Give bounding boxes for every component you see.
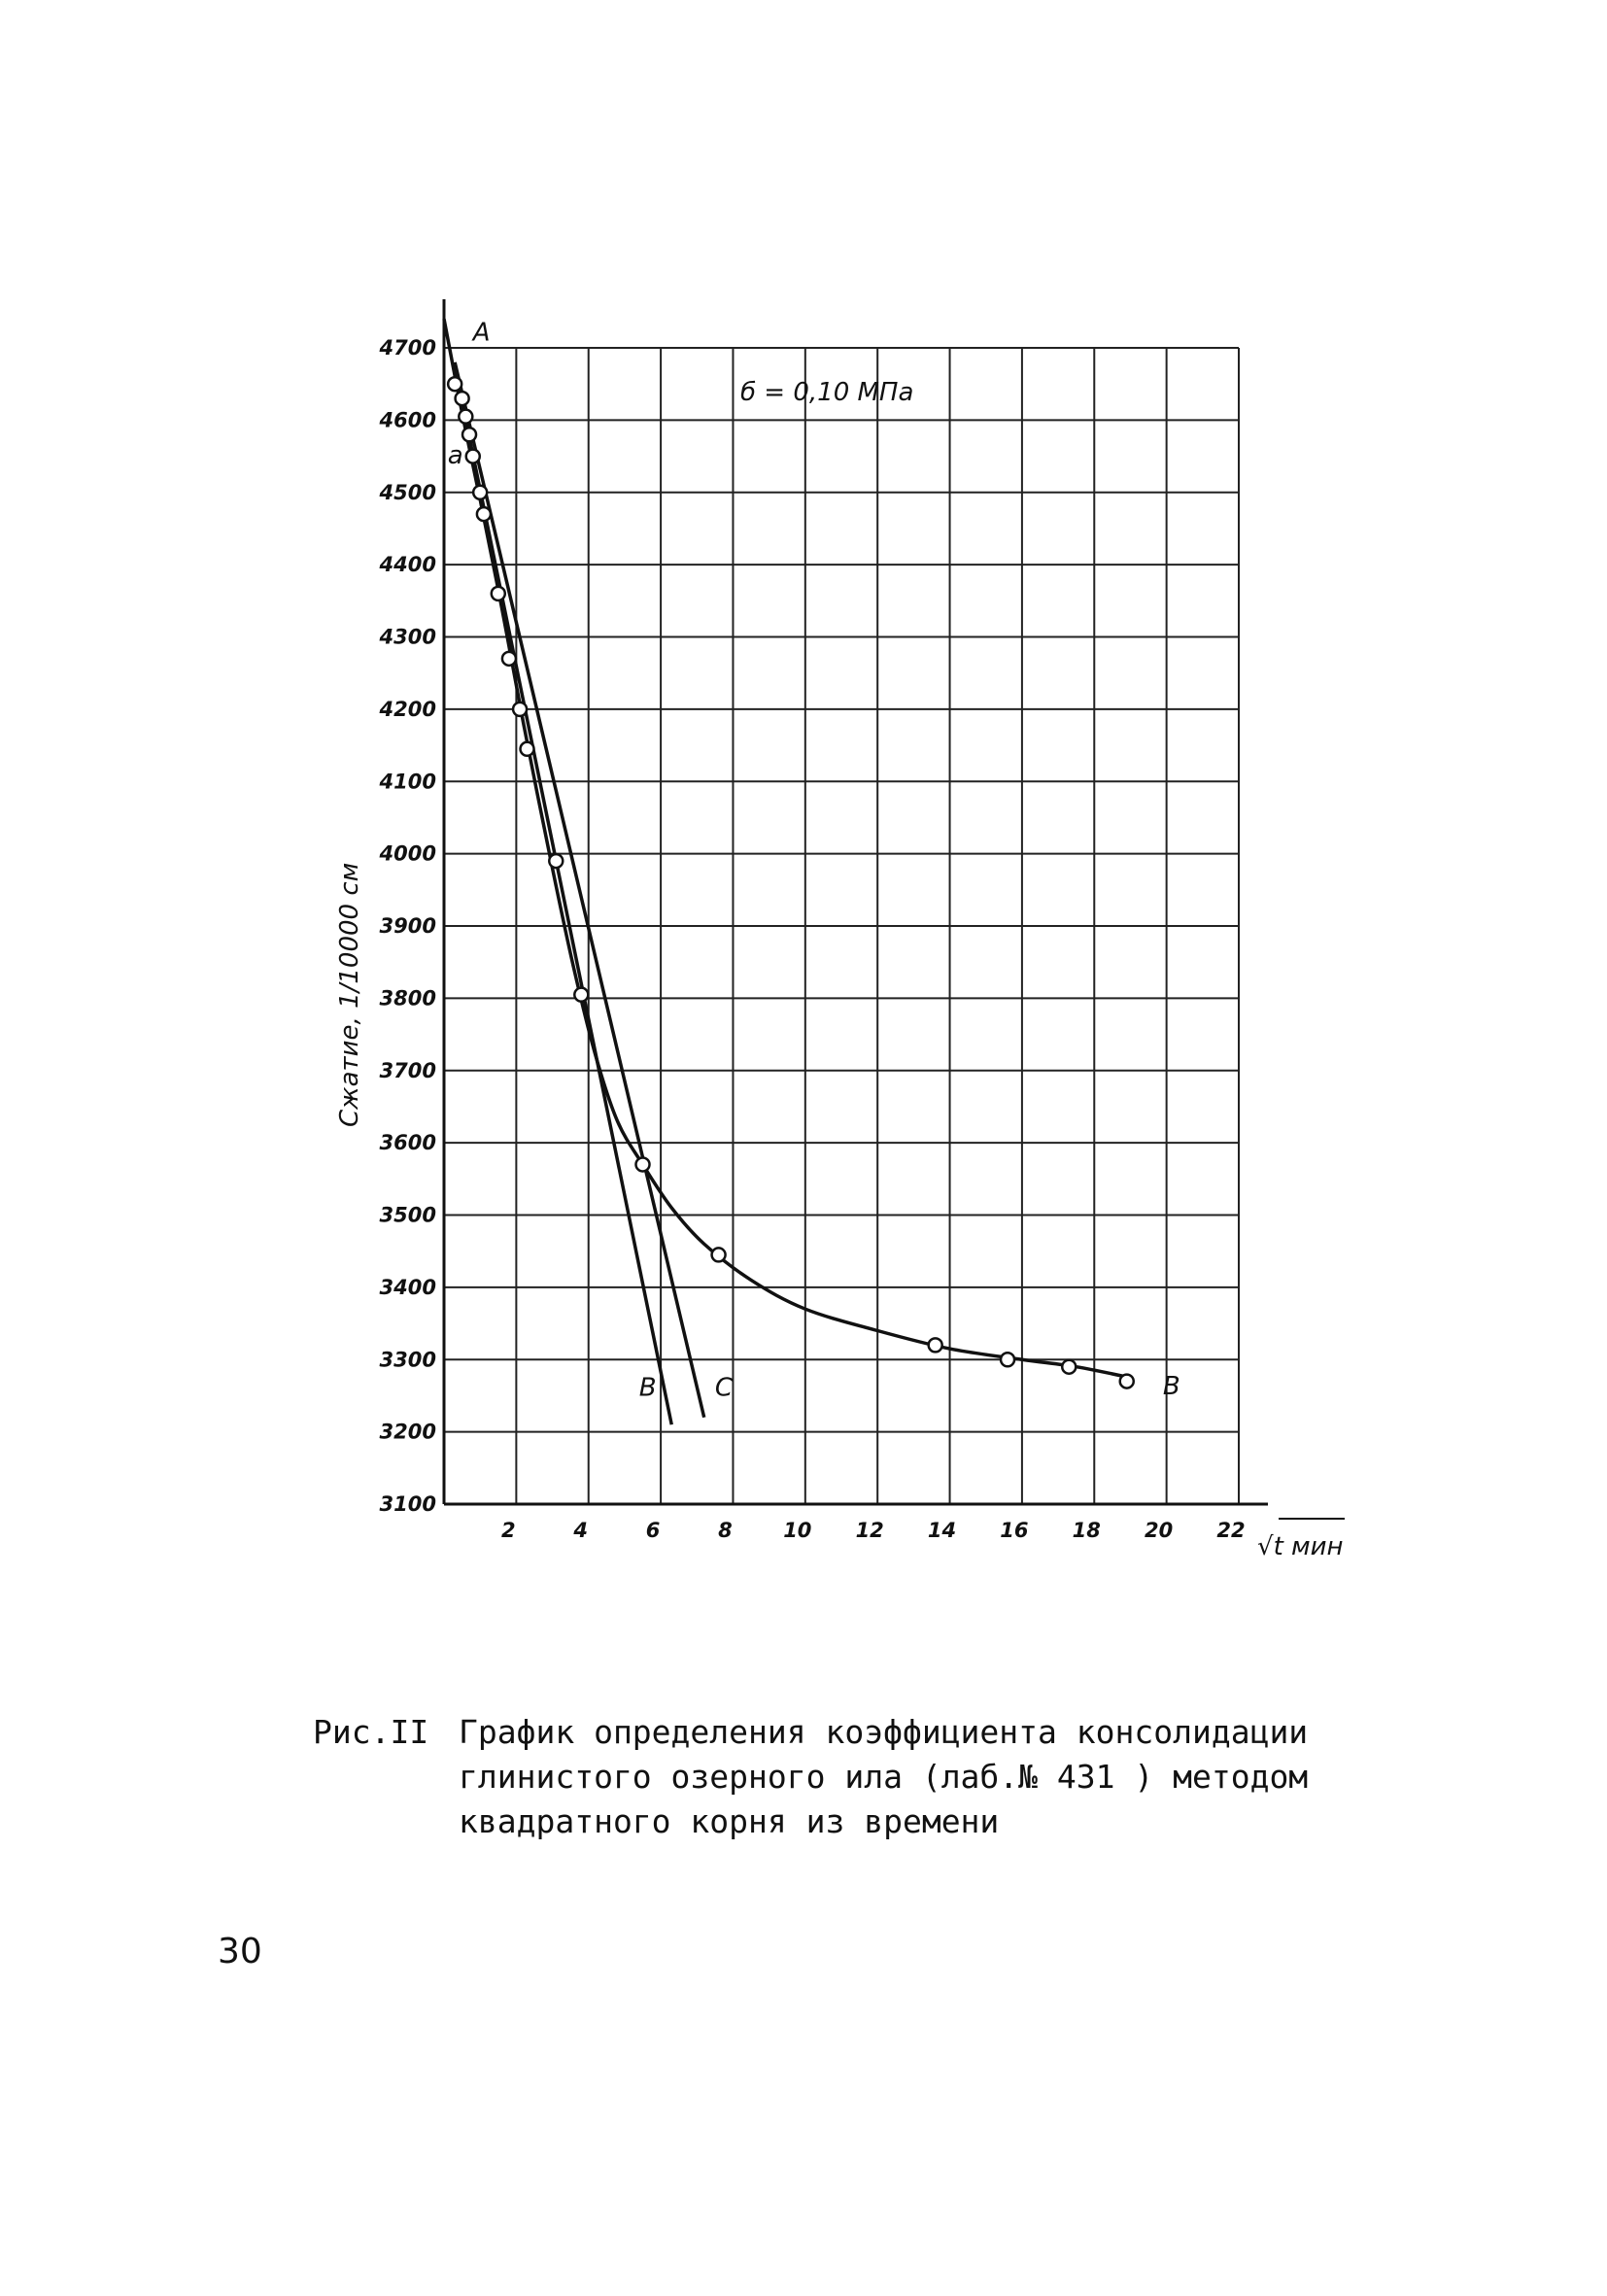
annotation-label: C: [714, 1373, 734, 1403]
x-axis-label-group: [1257, 1519, 1345, 1561]
series-line-b: [459, 384, 671, 1424]
y-tick-label: 4500: [379, 480, 436, 504]
series-line-curve: [444, 319, 1130, 1378]
x-tick-label: 16: [1000, 1519, 1029, 1542]
caption-line: глинистого озерного ила (лаб.№ 431 ) методом: [459, 1758, 1309, 1796]
data-point: [712, 1248, 726, 1261]
y-tick-label: 4200: [379, 697, 436, 721]
annotation-label: A: [472, 318, 491, 348]
x-tick-label: 12: [855, 1519, 884, 1542]
annotation-label: a: [447, 441, 463, 470]
page-number: 30: [218, 1932, 262, 1971]
x-tick-label: 8: [718, 1519, 733, 1542]
x-tick-label: 10: [783, 1519, 812, 1542]
y-tick-label: 3500: [379, 1203, 436, 1227]
y-tick-label: 4400: [379, 553, 436, 577]
y-tick-label: 4000: [379, 841, 436, 866]
data-point: [521, 742, 534, 756]
data-point: [502, 652, 516, 666]
data-points: [448, 377, 1134, 1388]
y-tick-label: 3600: [379, 1131, 436, 1155]
annotation-label: B: [1162, 1371, 1180, 1401]
x-tick-label: 22: [1216, 1519, 1246, 1542]
x-tick-label: 2: [501, 1519, 516, 1542]
data-point: [1120, 1375, 1134, 1388]
y-tick-label: 3700: [379, 1058, 436, 1082]
series-line-c: [455, 362, 704, 1418]
x-tick-labels: [501, 1519, 1246, 1542]
y-tick-label: 4600: [379, 408, 436, 432]
y-tick-label: 3200: [379, 1420, 436, 1444]
annotation-label: B: [638, 1373, 657, 1403]
x-tick-label: 6: [645, 1519, 661, 1542]
x-axis-label: √t мин: [1257, 1532, 1344, 1561]
data-point: [549, 854, 563, 868]
x-tick-label: 20: [1145, 1519, 1174, 1542]
y-tick-label: 4700: [379, 336, 436, 360]
caption-line: квадратного корня из времени: [459, 1802, 1000, 1840]
data-point: [448, 377, 462, 391]
data-point: [462, 428, 476, 441]
y-tick-label: 3900: [379, 914, 436, 938]
y-tick-label: 3800: [379, 986, 436, 1011]
figure-label: Рис.II: [313, 1713, 429, 1751]
data-point: [466, 450, 480, 463]
data-point: [636, 1157, 650, 1171]
series-lines: [444, 319, 1130, 1424]
y-tick-labels: [379, 336, 436, 1516]
y-tick-label: 3100: [379, 1492, 436, 1516]
y-tick-label: 3300: [379, 1348, 436, 1372]
data-point: [477, 507, 491, 521]
x-tick-label: 18: [1072, 1519, 1101, 1542]
caption-line: График определения коэффициента консолидации: [459, 1713, 1309, 1751]
data-point: [574, 988, 588, 1002]
data-point: [456, 392, 469, 405]
x-tick-label: 4: [573, 1519, 589, 1542]
y-tick-label: 3400: [379, 1275, 436, 1299]
chart-title: б = 0,10 МПа: [740, 378, 914, 407]
x-tick-label: 14: [927, 1519, 957, 1542]
data-point: [1001, 1353, 1014, 1366]
y-tick-label: 4300: [379, 625, 436, 649]
data-point: [929, 1338, 942, 1352]
y-tick-label: 4100: [379, 770, 436, 794]
figure-caption: [459, 1710, 1333, 1844]
data-point: [492, 587, 505, 600]
y-axis-label: Сжатие, 1/10000 см: [335, 862, 364, 1127]
data-point: [473, 486, 487, 499]
data-point: [1062, 1360, 1076, 1374]
data-point: [513, 703, 527, 716]
data-point: [459, 410, 472, 424]
